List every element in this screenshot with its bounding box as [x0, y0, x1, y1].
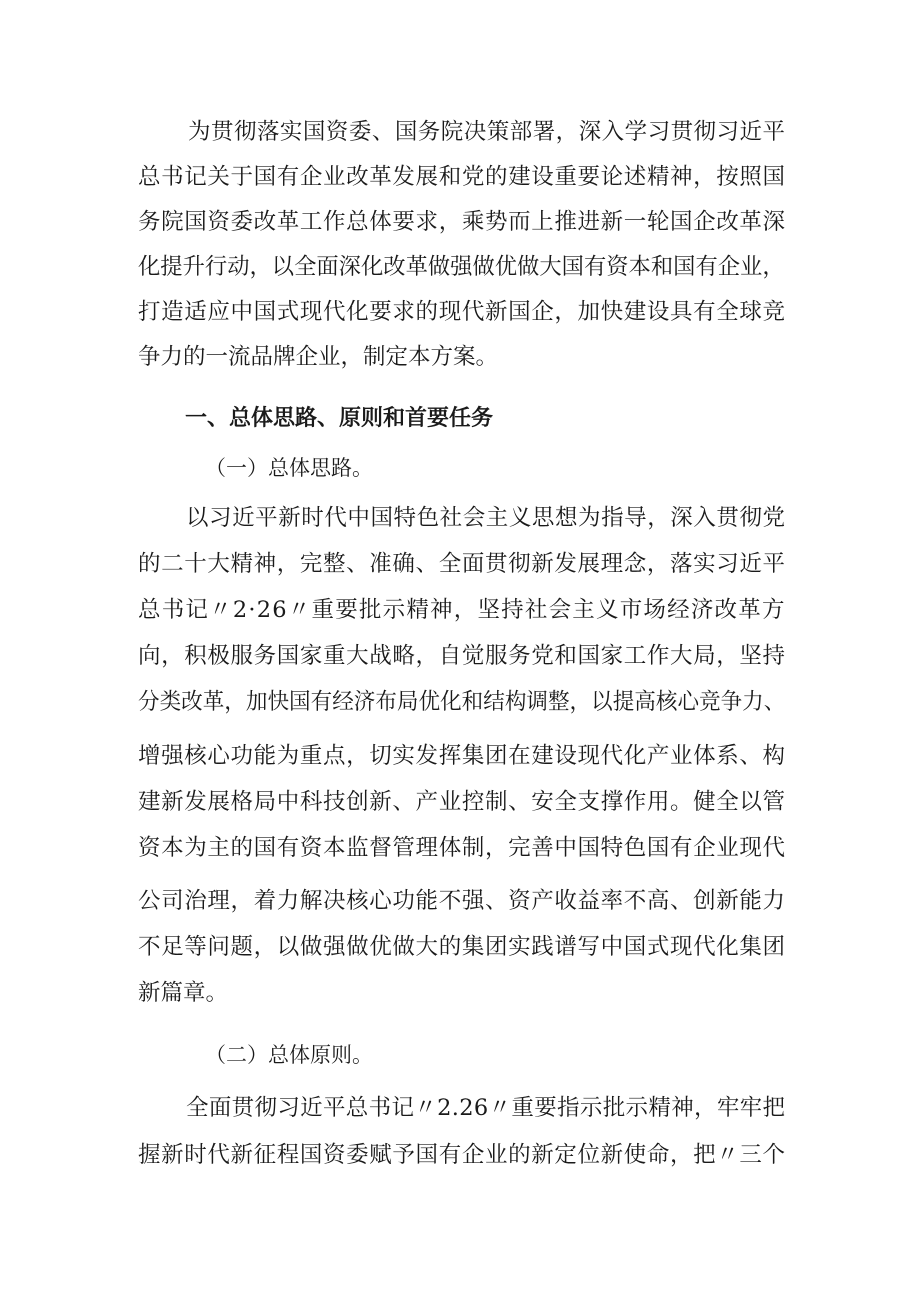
body-line: 向，积极服务国家重大战略，自觉服务党和国家工作大局，坚持	[138, 643, 786, 669]
intro-line: 打造适应中国式现代化要求的现代新国企，加快建设具有全球竞	[138, 299, 786, 325]
body-line: 以习近平新时代中国特色社会主义思想为指导，深入贯彻党	[186, 505, 786, 531]
section-heading: 一、总体思路、原则和首要任务	[185, 406, 494, 431]
intro-line: 为贯彻落实国资委、国务院决策部署，深入学习贯彻习近平	[188, 119, 786, 145]
intro-line: 化提升行动，以全面深化改革做强做优做大国有资本和国有企业，	[138, 254, 785, 280]
body-line: 全面贯彻习近平总书记〃2.26〃重要指示批示精神，牢牢把	[186, 1095, 786, 1121]
body-line: 的二十大精神，完整、准确、全面贯彻新发展理念，落实习近平	[138, 551, 786, 577]
body-line: 分类改革，加快国有经济布局优化和结构调整，以提高核心竞争力、	[138, 689, 786, 715]
subsection-heading: （二）总体原则。	[205, 1043, 373, 1067]
intro-line: 总书记关于国有企业改革发展和党的建设重要论述精神，按照国	[138, 164, 786, 190]
body-line: 不足等问题，以做强做优做大的集团实践谱写中国式现代化集团	[138, 934, 786, 960]
body-line: 握新时代新征程国资委赋予国有企业的新定位新使命，把〃三个	[138, 1142, 786, 1168]
intro-line: 务院国资委改革工作总体要求，乘势而上推进新一轮国企改革深	[138, 209, 786, 235]
intro-line: 争力的一流品牌企业，制定本方案。	[138, 344, 499, 370]
body-line: 资本为主的国有资本监督管理体制，完善中国特色国有企业现代	[138, 835, 786, 861]
subsection-heading: （一）总体思路。	[205, 456, 373, 480]
body-line: 新篇章。	[138, 980, 229, 1006]
body-line: 增强核心功能为重点，切实发挥集团在建设现代化产业体系、构	[138, 743, 786, 769]
body-line: 建新发展格局中科技创新、产业控制、安全支撑作用。健全以管	[138, 789, 786, 815]
body-line: 总书记〃2·26〃重要批示精神，坚持社会主义市场经济改革方	[138, 597, 786, 623]
body-line: 公司治理，着力解决核心功能不强、资产收益率不高、创新能力	[138, 888, 786, 914]
